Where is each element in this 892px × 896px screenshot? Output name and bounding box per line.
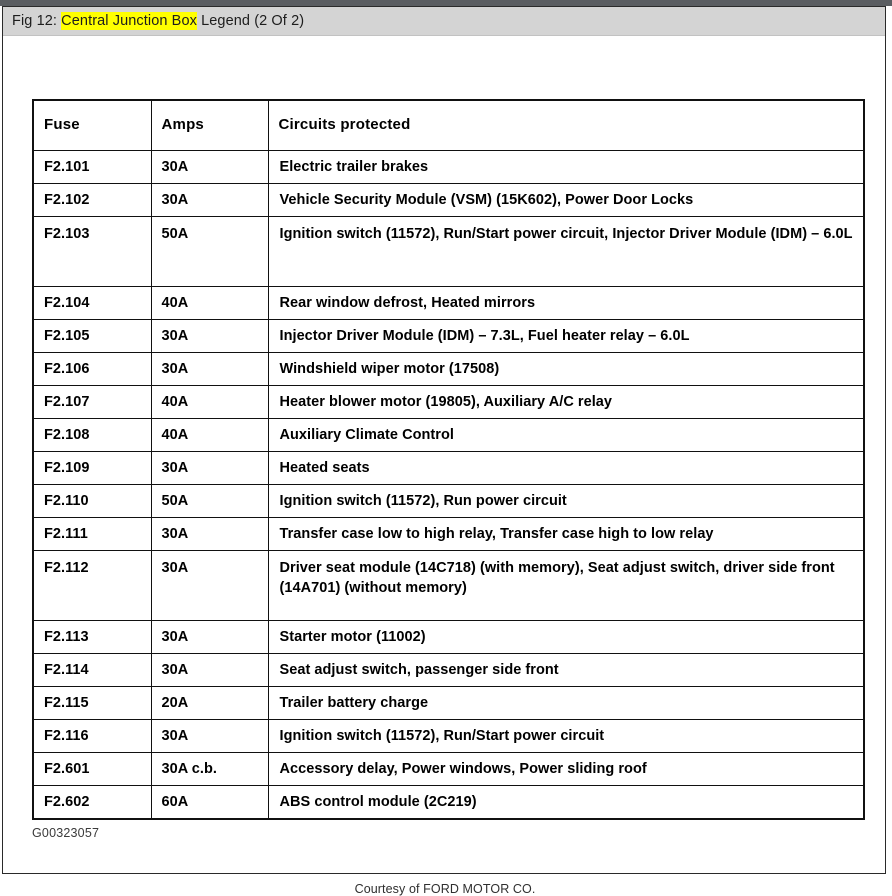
cell-circuits: Seat adjust switch, passenger side front <box>268 654 864 687</box>
column-header-amps: Amps <box>151 100 268 151</box>
cell-circuits: Heated seats <box>268 452 864 485</box>
table-header <box>33 100 864 151</box>
cell-fuse: F2.114 <box>33 654 151 687</box>
cell-circuits: Starter motor (11002) <box>268 621 864 654</box>
column-header-fuse: Fuse <box>33 100 151 151</box>
cell-fuse: F2.110 <box>33 485 151 518</box>
cell-circuits: Ignition switch (11572), Run/Start power circuit, Injector Driver Module (IDM) – 6.0L <box>268 217 864 287</box>
table-row <box>33 654 864 687</box>
cell-fuse: F2.602 <box>33 786 151 820</box>
cell-circuits: Transfer case low to high relay, Transfer case high to low relay <box>268 518 864 551</box>
cell-amps: 30A <box>151 151 268 184</box>
cell-circuits: Driver seat module (14C718) (with memory), Seat adjust switch, driver side front (14A701) (without memory) <box>268 551 864 621</box>
cell-fuse: F2.101 <box>33 151 151 184</box>
table-header-row <box>33 100 864 151</box>
table-row <box>33 518 864 551</box>
cell-amps: 30A <box>151 518 268 551</box>
table-row <box>33 621 864 654</box>
cell-circuits: Heater blower motor (19805), Auxiliary A/C relay <box>268 386 864 419</box>
cell-fuse: F2.104 <box>33 287 151 320</box>
cell-circuits: Electric trailer brakes <box>268 151 864 184</box>
cell-circuits: Rear window defrost, Heated mirrors <box>268 287 864 320</box>
cell-fuse: F2.107 <box>33 386 151 419</box>
figure-title-highlight: Central Junction Box <box>61 13 197 29</box>
cell-amps: 30A <box>151 320 268 353</box>
column-header-circuits: Circuits protected <box>268 100 864 151</box>
cell-fuse: F2.111 <box>33 518 151 551</box>
table-row <box>33 151 864 184</box>
cell-fuse: F2.601 <box>33 753 151 786</box>
cell-circuits: Vehicle Security Module (VSM) (15K602), Power Door Locks <box>268 184 864 217</box>
table-row <box>33 485 864 518</box>
figure-title-bar <box>3 7 885 36</box>
table-row <box>33 687 864 720</box>
cell-fuse: F2.109 <box>33 452 151 485</box>
cell-circuits: Accessory delay, Power windows, Power sliding roof <box>268 753 864 786</box>
cell-amps: 30A <box>151 720 268 753</box>
table-row <box>33 386 864 419</box>
cell-amps: 50A <box>151 485 268 518</box>
cell-fuse: F2.106 <box>33 353 151 386</box>
cell-amps: 20A <box>151 687 268 720</box>
table-row <box>33 551 864 621</box>
table-row <box>33 753 864 786</box>
table-row <box>33 353 864 386</box>
cell-amps: 40A <box>151 386 268 419</box>
cell-fuse: F2.116 <box>33 720 151 753</box>
table-row <box>33 217 864 287</box>
table-row <box>33 452 864 485</box>
fuse-legend-table <box>32 99 865 820</box>
cell-amps: 30A c.b. <box>151 753 268 786</box>
cell-circuits: ABS control module (2C219) <box>268 786 864 820</box>
table-row <box>33 184 864 217</box>
table-row <box>33 419 864 452</box>
cell-amps: 50A <box>151 217 268 287</box>
cell-circuits: Windshield wiper motor (17508) <box>268 353 864 386</box>
cell-circuits: Ignition switch (11572), Run/Start power circuit <box>268 720 864 753</box>
cell-circuits: Ignition switch (11572), Run power circuit <box>268 485 864 518</box>
cell-fuse: F2.108 <box>33 419 151 452</box>
cell-amps: 60A <box>151 786 268 820</box>
figure-title-prefix: Fig 12: <box>12 13 62 29</box>
cell-fuse: F2.102 <box>33 184 151 217</box>
figure-title-suffix: Legend (2 Of 2) <box>196 13 305 29</box>
scan-sheet <box>3 36 885 896</box>
courtesy-note: Courtesy of FORD MOTOR CO. <box>354 882 536 896</box>
cell-fuse: F2.105 <box>33 320 151 353</box>
cell-fuse: F2.115 <box>33 687 151 720</box>
cell-fuse: F2.103 <box>33 217 151 287</box>
cell-amps: 30A <box>151 184 268 217</box>
cell-amps: 30A <box>151 654 268 687</box>
cell-amps: 30A <box>151 452 268 485</box>
cell-fuse: F2.112 <box>33 551 151 621</box>
cell-fuse: F2.113 <box>33 621 151 654</box>
figure-code: G00323057 <box>32 826 100 840</box>
document-panel <box>2 6 886 896</box>
table-row <box>33 786 864 820</box>
table-body <box>33 151 864 820</box>
cell-circuits: Injector Driver Module (IDM) – 7.3L, Fuel heater relay – 6.0L <box>268 320 864 353</box>
table-row <box>33 720 864 753</box>
cell-amps: 30A <box>151 353 268 386</box>
cell-amps: 40A <box>151 419 268 452</box>
cell-amps: 30A <box>151 621 268 654</box>
table-row <box>33 287 864 320</box>
table-row <box>33 320 864 353</box>
cell-circuits: Auxiliary Climate Control <box>268 419 864 452</box>
cell-amps: 40A <box>151 287 268 320</box>
cell-amps: 30A <box>151 551 268 621</box>
page-title <box>12 13 304 29</box>
cell-circuits: Trailer battery charge <box>268 687 864 720</box>
